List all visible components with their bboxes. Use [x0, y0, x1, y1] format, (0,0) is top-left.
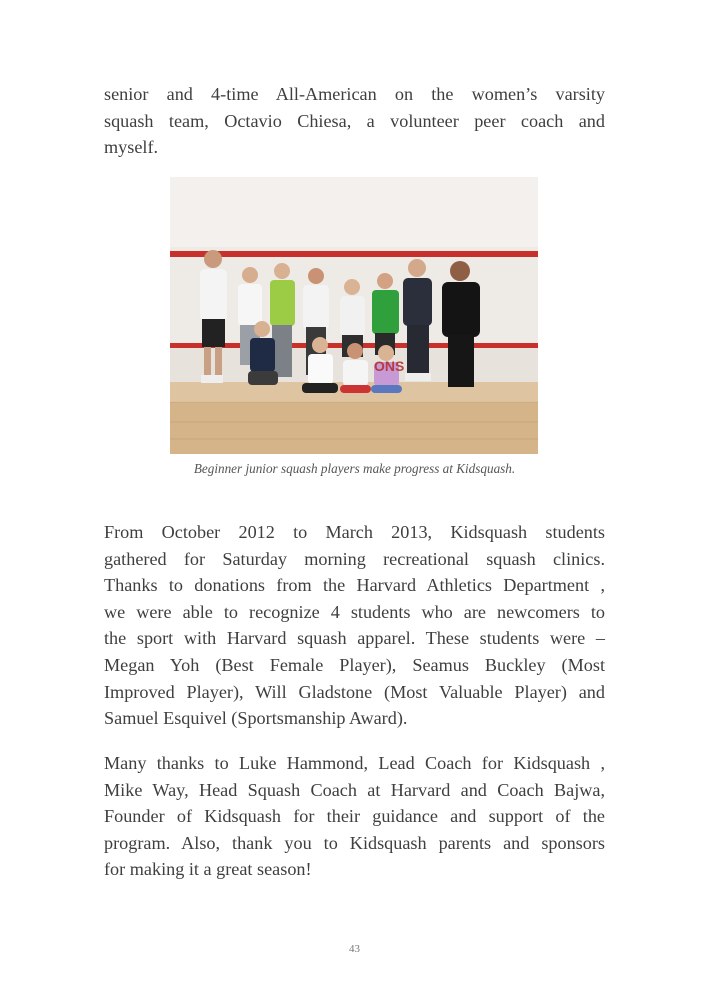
- text-line: the sport with Harvard squash apparel. These students were –: [104, 628, 605, 649]
- text-line: Thanks to donations from the Harvard Athletics Department ,: [104, 575, 605, 596]
- text-line: Samuel Esquivel (Sportsmanship Award).: [104, 708, 408, 729]
- team-photo: [170, 177, 538, 454]
- text-line: gathered for Saturday morning recreational squash clinics.: [104, 548, 605, 569]
- text-line: myself.: [104, 137, 159, 158]
- text-line: From October 2012 to March 2013, Kidsquash students: [104, 522, 605, 542]
- svg-text:ONS: ONS: [374, 358, 405, 374]
- text-line: senior and 4-time All-American on the women’s varsity: [104, 84, 605, 104]
- photo-caption: Beginner junior squash players make progress at Kidsquash.: [193, 461, 516, 476]
- paragraph-clinics: [104, 519, 605, 732]
- text-line: Mike Way, Head Squash Coach at Harvard and Coach Bajwa,: [104, 779, 605, 800]
- text-line: program. Also, thank you to Kidsquash parents and sponsors: [104, 832, 605, 853]
- text-line: Many thanks to Luke Hammond, Lead Coach for Kidsquash ,: [104, 753, 605, 773]
- text-line: we were able to recognize 4 students who are newcomers to: [104, 601, 605, 622]
- text-line: Improved Player), Will Gladstone (Most Valuable Player) and: [104, 681, 605, 702]
- text-line: for making it a great season!: [104, 859, 312, 880]
- text-line: Founder of Kidsquash for their guidance and support of the: [104, 806, 605, 827]
- text-line: Megan Yoh (Best Female Player), Seamus Buckley (Most: [104, 654, 605, 675]
- page-number: 43: [349, 943, 360, 955]
- paragraph-continuation: [104, 81, 605, 161]
- text-line: squash team, Octavio Chiesa, a volunteer peer coach and: [104, 110, 605, 131]
- paragraph-thanks: [104, 750, 605, 883]
